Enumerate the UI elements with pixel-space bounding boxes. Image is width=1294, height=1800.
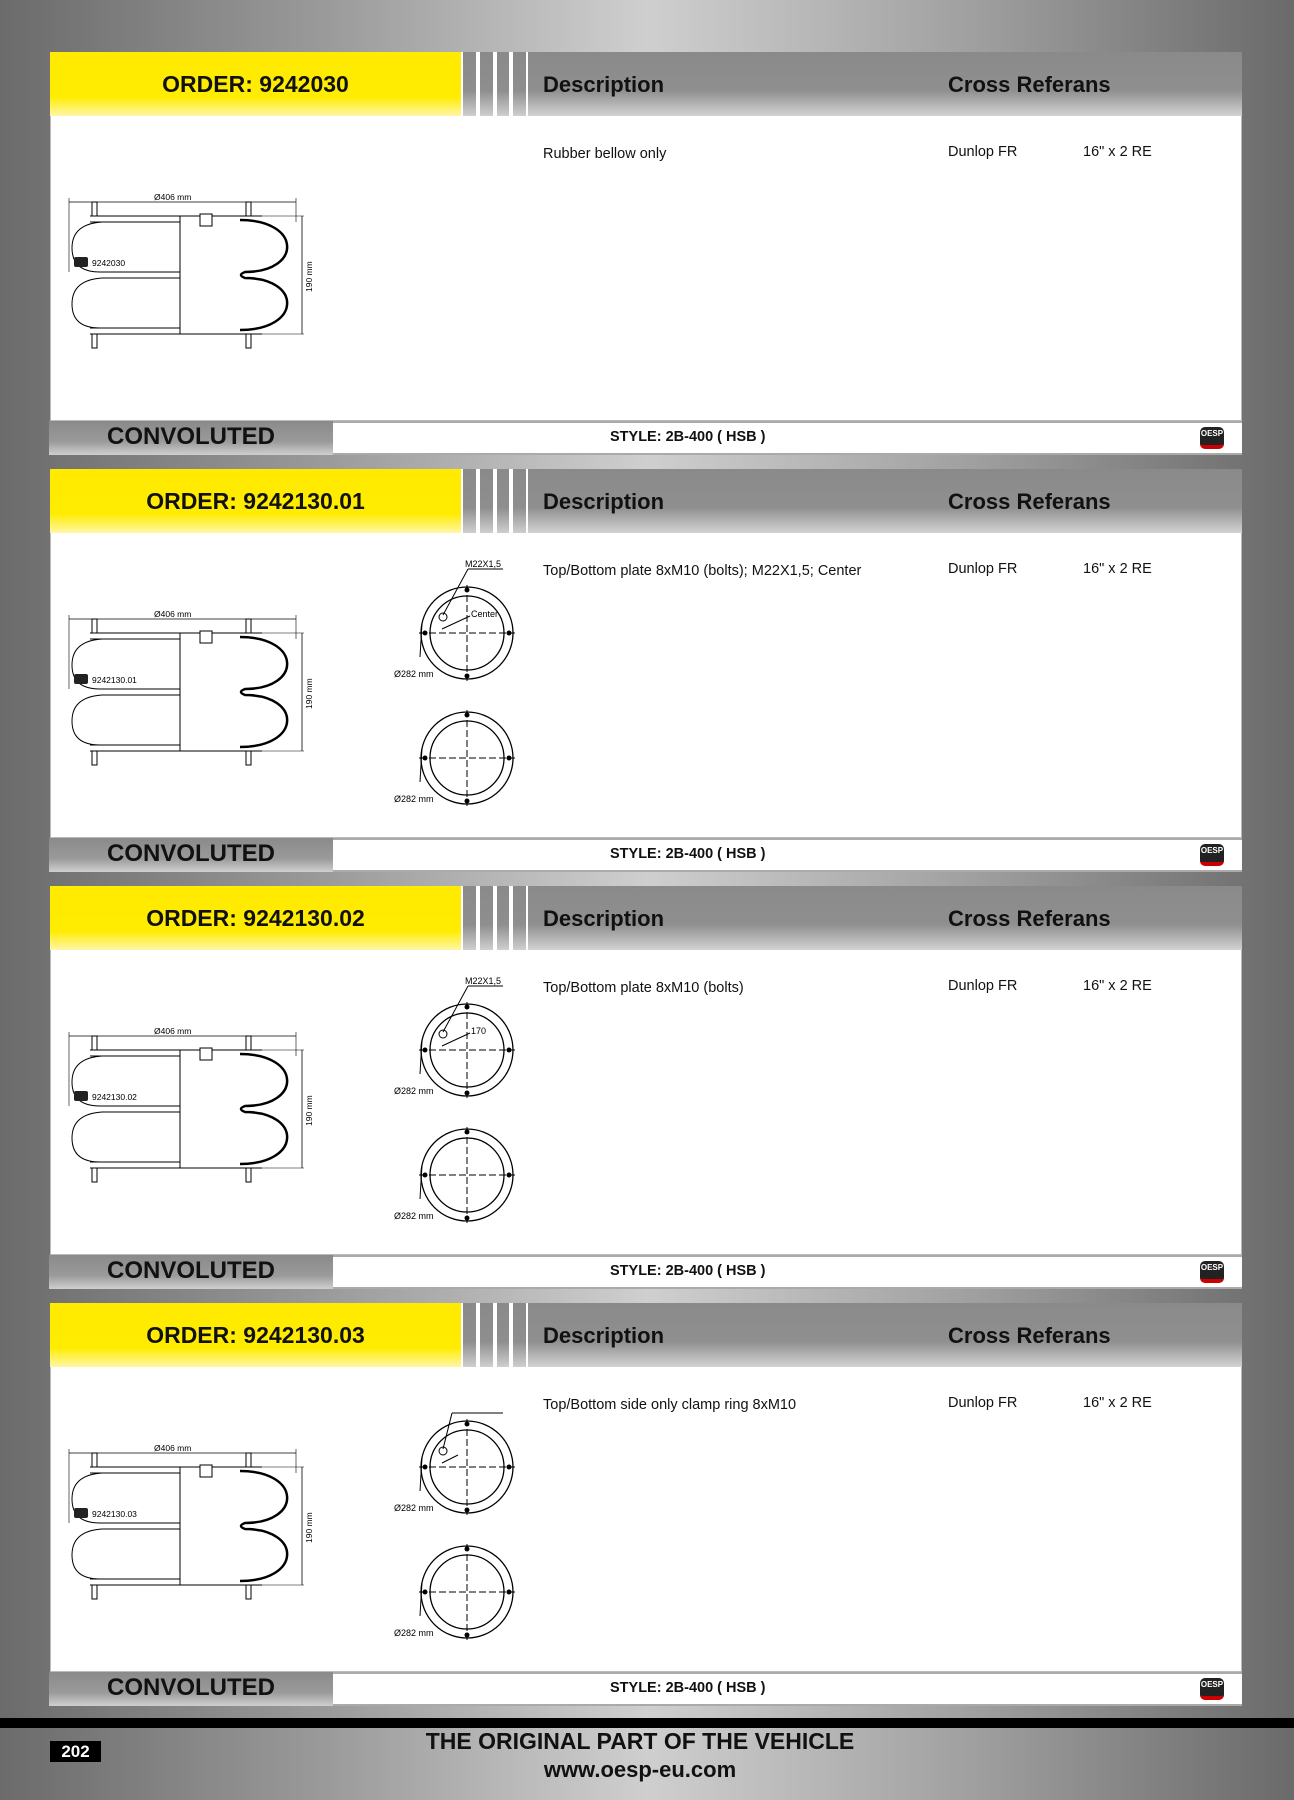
- plate-drawings: [340, 976, 540, 1246]
- cross-reference-heading: Cross Referans: [948, 906, 1111, 931]
- thread-label: M22X1,5: [465, 559, 502, 569]
- bellow-part-number: 9242030: [92, 258, 126, 268]
- order-number: ORDER: 9242130.01: [50, 469, 461, 533]
- air-bellow-drawing: [62, 609, 322, 774]
- cross-reference-brand: Dunlop FR: [948, 1395, 1018, 1411]
- product-style: STYLE: 2B-400 ( HSB ): [610, 1263, 766, 1279]
- bellow-diameter-label: Ø406 mm: [154, 192, 192, 202]
- bellow-diameter-label: Ø406 mm: [154, 609, 192, 619]
- footer-divider: [0, 1718, 1294, 1728]
- product-style: STYLE: 2B-400 ( HSB ): [610, 429, 766, 445]
- top-plate-drawing: [419, 1002, 515, 1098]
- product-type: CONVOLUTED: [49, 838, 333, 872]
- top-plate-drawing: [419, 1419, 515, 1515]
- product-footer: [50, 421, 1242, 455]
- product-block: [50, 886, 1242, 1289]
- bottom-plate-drawing: [419, 1544, 515, 1640]
- bottom-plate-drawing: [419, 710, 515, 806]
- bellow-height-label: 190 mm: [304, 678, 314, 709]
- cross-reference-brand: Dunlop FR: [948, 561, 1018, 577]
- top-plate-drawing: [419, 585, 515, 681]
- cross-reference-brand: Dunlop FR: [948, 144, 1018, 160]
- oesp-logo-icon: [74, 674, 88, 684]
- cross-reference-heading: Cross Referans: [948, 489, 1111, 514]
- top-plate-diameter: Ø282 mm: [394, 669, 434, 679]
- bellow-height-label: 190 mm: [304, 261, 314, 292]
- header-bar: [528, 52, 1242, 116]
- plate-drawings: [340, 1393, 540, 1663]
- oesp-logo-icon: [74, 1508, 88, 1518]
- bottom-plate-diameter: Ø282 mm: [394, 1211, 434, 1221]
- product-block: [50, 1303, 1242, 1706]
- description-heading: Description: [543, 489, 665, 514]
- description-heading: Description: [543, 906, 665, 931]
- plate-drawings: [340, 559, 540, 829]
- order-number: ORDER: 9242130.02: [50, 886, 461, 950]
- product-style: STYLE: 2B-400 ( HSB ): [610, 846, 766, 862]
- cross-reference-brand: Dunlop FR: [948, 978, 1018, 994]
- oesp-logo-icon: OESP: [1200, 427, 1224, 449]
- order-number: ORDER: 9242030: [50, 52, 461, 116]
- bottom-plate-diameter: Ø282 mm: [394, 794, 434, 804]
- oesp-logo-icon: [74, 1091, 88, 1101]
- header-stripes: [461, 1303, 528, 1367]
- bellow-part-number: 9242130.02: [92, 1092, 137, 1102]
- bellow-height-label: 190 mm: [304, 1512, 314, 1543]
- bellow-part-number: 9242130.01: [92, 675, 137, 685]
- product-block: [50, 469, 1242, 872]
- oesp-logo-icon: OESP: [1200, 1678, 1224, 1700]
- cross-reference-heading: Cross Referans: [948, 1323, 1111, 1348]
- description-text: Top/Bottom plate 8xM10 (bolts); M22X1,5; Center: [543, 563, 862, 579]
- product-type: CONVOLUTED: [49, 421, 333, 455]
- oesp-logo-icon: OESP: [1200, 1261, 1224, 1283]
- footer-url[interactable]: www.oesp-eu.com: [543, 1757, 737, 1782]
- air-bellow-drawing: [62, 1026, 322, 1191]
- product-footer: [50, 838, 1242, 872]
- description-heading: Description: [543, 1323, 665, 1348]
- bottom-plate-drawing: [419, 1127, 515, 1223]
- air-bellow-drawing: [62, 192, 322, 357]
- plate-note: Center: [471, 609, 499, 619]
- top-plate-diameter: Ø282 mm: [394, 1503, 434, 1513]
- bottom-plate-diameter: Ø282 mm: [394, 1628, 434, 1638]
- product-block: [50, 52, 1242, 455]
- product-type: CONVOLUTED: [49, 1255, 333, 1289]
- footer-slogan: THE ORIGINAL PART OF THE VEHICLE: [425, 1728, 855, 1754]
- header-stripes: [461, 886, 528, 950]
- bellow-diameter-label: Ø406 mm: [154, 1443, 192, 1453]
- product-style: STYLE: 2B-400 ( HSB ): [610, 1680, 766, 1696]
- description-text: Top/Bottom plate 8xM10 (bolts): [543, 980, 744, 996]
- bellow-diameter-label: Ø406 mm: [154, 1026, 192, 1036]
- plate-note: 170: [471, 1026, 487, 1036]
- header-stripes: [461, 52, 528, 116]
- bellow-height-label: 190 mm: [304, 1095, 314, 1126]
- header-stripes: [461, 469, 528, 533]
- cross-reference-code: 16" x 2 RE: [1083, 1395, 1152, 1411]
- cross-reference-code: 16" x 2 RE: [1083, 561, 1152, 577]
- cross-reference-code: 16" x 2 RE: [1083, 144, 1152, 160]
- cross-reference-code: 16" x 2 RE: [1083, 978, 1152, 994]
- oesp-logo-icon: OESP: [1200, 844, 1224, 866]
- bellow-part-number: 9242130.03: [92, 1509, 137, 1519]
- air-bellow-drawing: [62, 1443, 322, 1608]
- product-type: CONVOLUTED: [49, 1672, 333, 1706]
- header-bar: [528, 469, 1242, 533]
- description-heading: Description: [543, 72, 665, 97]
- product-footer: [50, 1672, 1242, 1706]
- description-text: Top/Bottom side only clamp ring 8xM10: [543, 1397, 797, 1413]
- header-bar: [528, 886, 1242, 950]
- header-bar: [528, 1303, 1242, 1367]
- cross-reference-heading: Cross Referans: [948, 72, 1111, 97]
- product-footer: [50, 1255, 1242, 1289]
- order-number: ORDER: 9242130.03: [50, 1303, 461, 1367]
- top-plate-diameter: Ø282 mm: [394, 1086, 434, 1096]
- page-number: 202: [50, 1741, 101, 1762]
- description-text: Rubber bellow only: [543, 146, 667, 162]
- oesp-logo-icon: [74, 257, 88, 267]
- thread-label: M22X1,5: [465, 976, 502, 986]
